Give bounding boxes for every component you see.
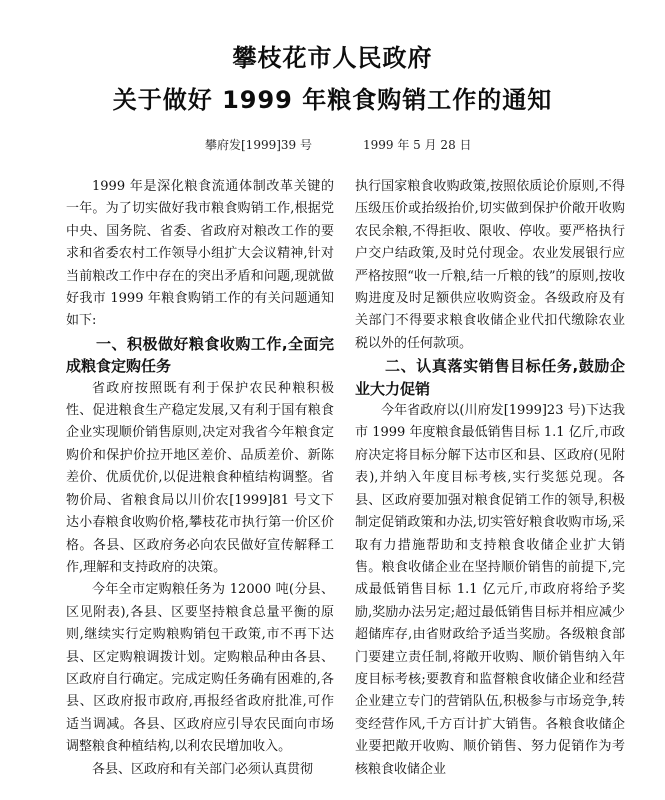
continued-paragraph: 执行国家粮食收购政策,按照依质论价原则,不得压级压价或抬级抬价,切实做到保护价敞开收购农民余粮,不得拒收、限收、停收。要严格执行户交户结政策,及时兑付现金。农业发展银行应严格按照“收一斤粮,结一斤粮的钱”的原则,按收购进度及时足额供应收购资金。各级政府及有关部门不得要求粮食收储企业代扣代缴除农业税以外的任何款项。 [355,179,625,351]
section-2-paragraph-1: 今年省政府以(川府发[1999]23 号)下达我市 1999 年度粮食最低销售目标 1.1 亿斤,市政府决定将目标分解下达市区和县、区政府(见附表),并纳入年度目标考核,实行奖惩兑现。各县、区政府要加强对粮食促销工作的领导,积极制定促销政策和办法,切实管好粮食收购市场,采取有力措施帮助和支持粮食收储企业扩大销售。粮食收储企业在坚持顺价销售的前提下,完成最低销售目标 1.1 亿元斤,市政府将给予奖励,奖励办法另定;超过最低销售目标并相应减少超储库存,由省财政给予适当奖励。各级粮食部门要建立责任制,将敞开收购、顺价销售纳入年度目标考核;要教育和监督粮食收储企业和经营企业建立专门的营销队伍,积极参与市场竞争,转变经营作风,千方百计扩大销售。各粮食收储企业要把敞开收购、顺价销售、努力促销作为考核粮食收储企业 [355,403,625,777]
section-2-heading: 二、认真落实销售目标任务,鼓励企业大力促销 [355,357,625,398]
document-title-line-2: 关于做好 1999 年粮食购销工作的通知 [112,86,553,114]
section-1-paragraph-2: 今年全市定购粮任务为 12000 吨(分县、区见附表),各县、区要坚持粮食总量平衡的原则,继续实行定购粮购销包干政策,市不再下达县、区定购粮调拨计划。定购粮品种由各县、区政府自行确定。完成定购任务确有困难的,各县、区政府报市政府,再报经省政府批准,可作适当调减。各县、区政府应引导农民面向市场调整粮食种植结构,以利农民增加收入。 [66,582,334,755]
intro-paragraph: 1999 年是深化粮食流通体制改革关键的一年。为了切实做好我市粮食购销工作,根据党中央、国务院、省委、省政府对粮改工作的要求和省委农村工作领导小组扩大会议精神,针对当前粮改工作中存在的突出矛盾和问题,现就做好我市 1999 年粮食购销工作的有关问题通知如下: [66,179,334,329]
document-number: 攀府发[1999]39 号 [205,138,312,152]
document-title-line-1: 攀枝花市人民政府 [232,44,433,72]
left-column [66,176,334,781]
section-1-heading: 一、积极做好粮食收购工作,全面完成粮食定购任务 [66,334,334,376]
section-1-paragraph-3: 各县、区政府和有关部门必须认真贯彻 [92,761,314,777]
section-1-paragraph-1: 省政府按照既有利于保护农民种粮积极性、促进粮食生产稳定发展,又有利于国有粮食企业实现顺价销售原则,决定对我省今年粮食定购价和保护价拉开地区差价、品质差价、新陈差价、优质优价,以促进粮食种植结构调整。省物价局、省粮食局以川价农[1999]81 号文下达小春粮食收购价格,攀枝花市执行第一价区价格。各县、区政府务必向农民做好宣传解释工作,理解和支持政府的决策。 [66,380,334,575]
document-date: 1999 年 5 月 28 日 [363,138,472,152]
right-column [355,176,625,781]
